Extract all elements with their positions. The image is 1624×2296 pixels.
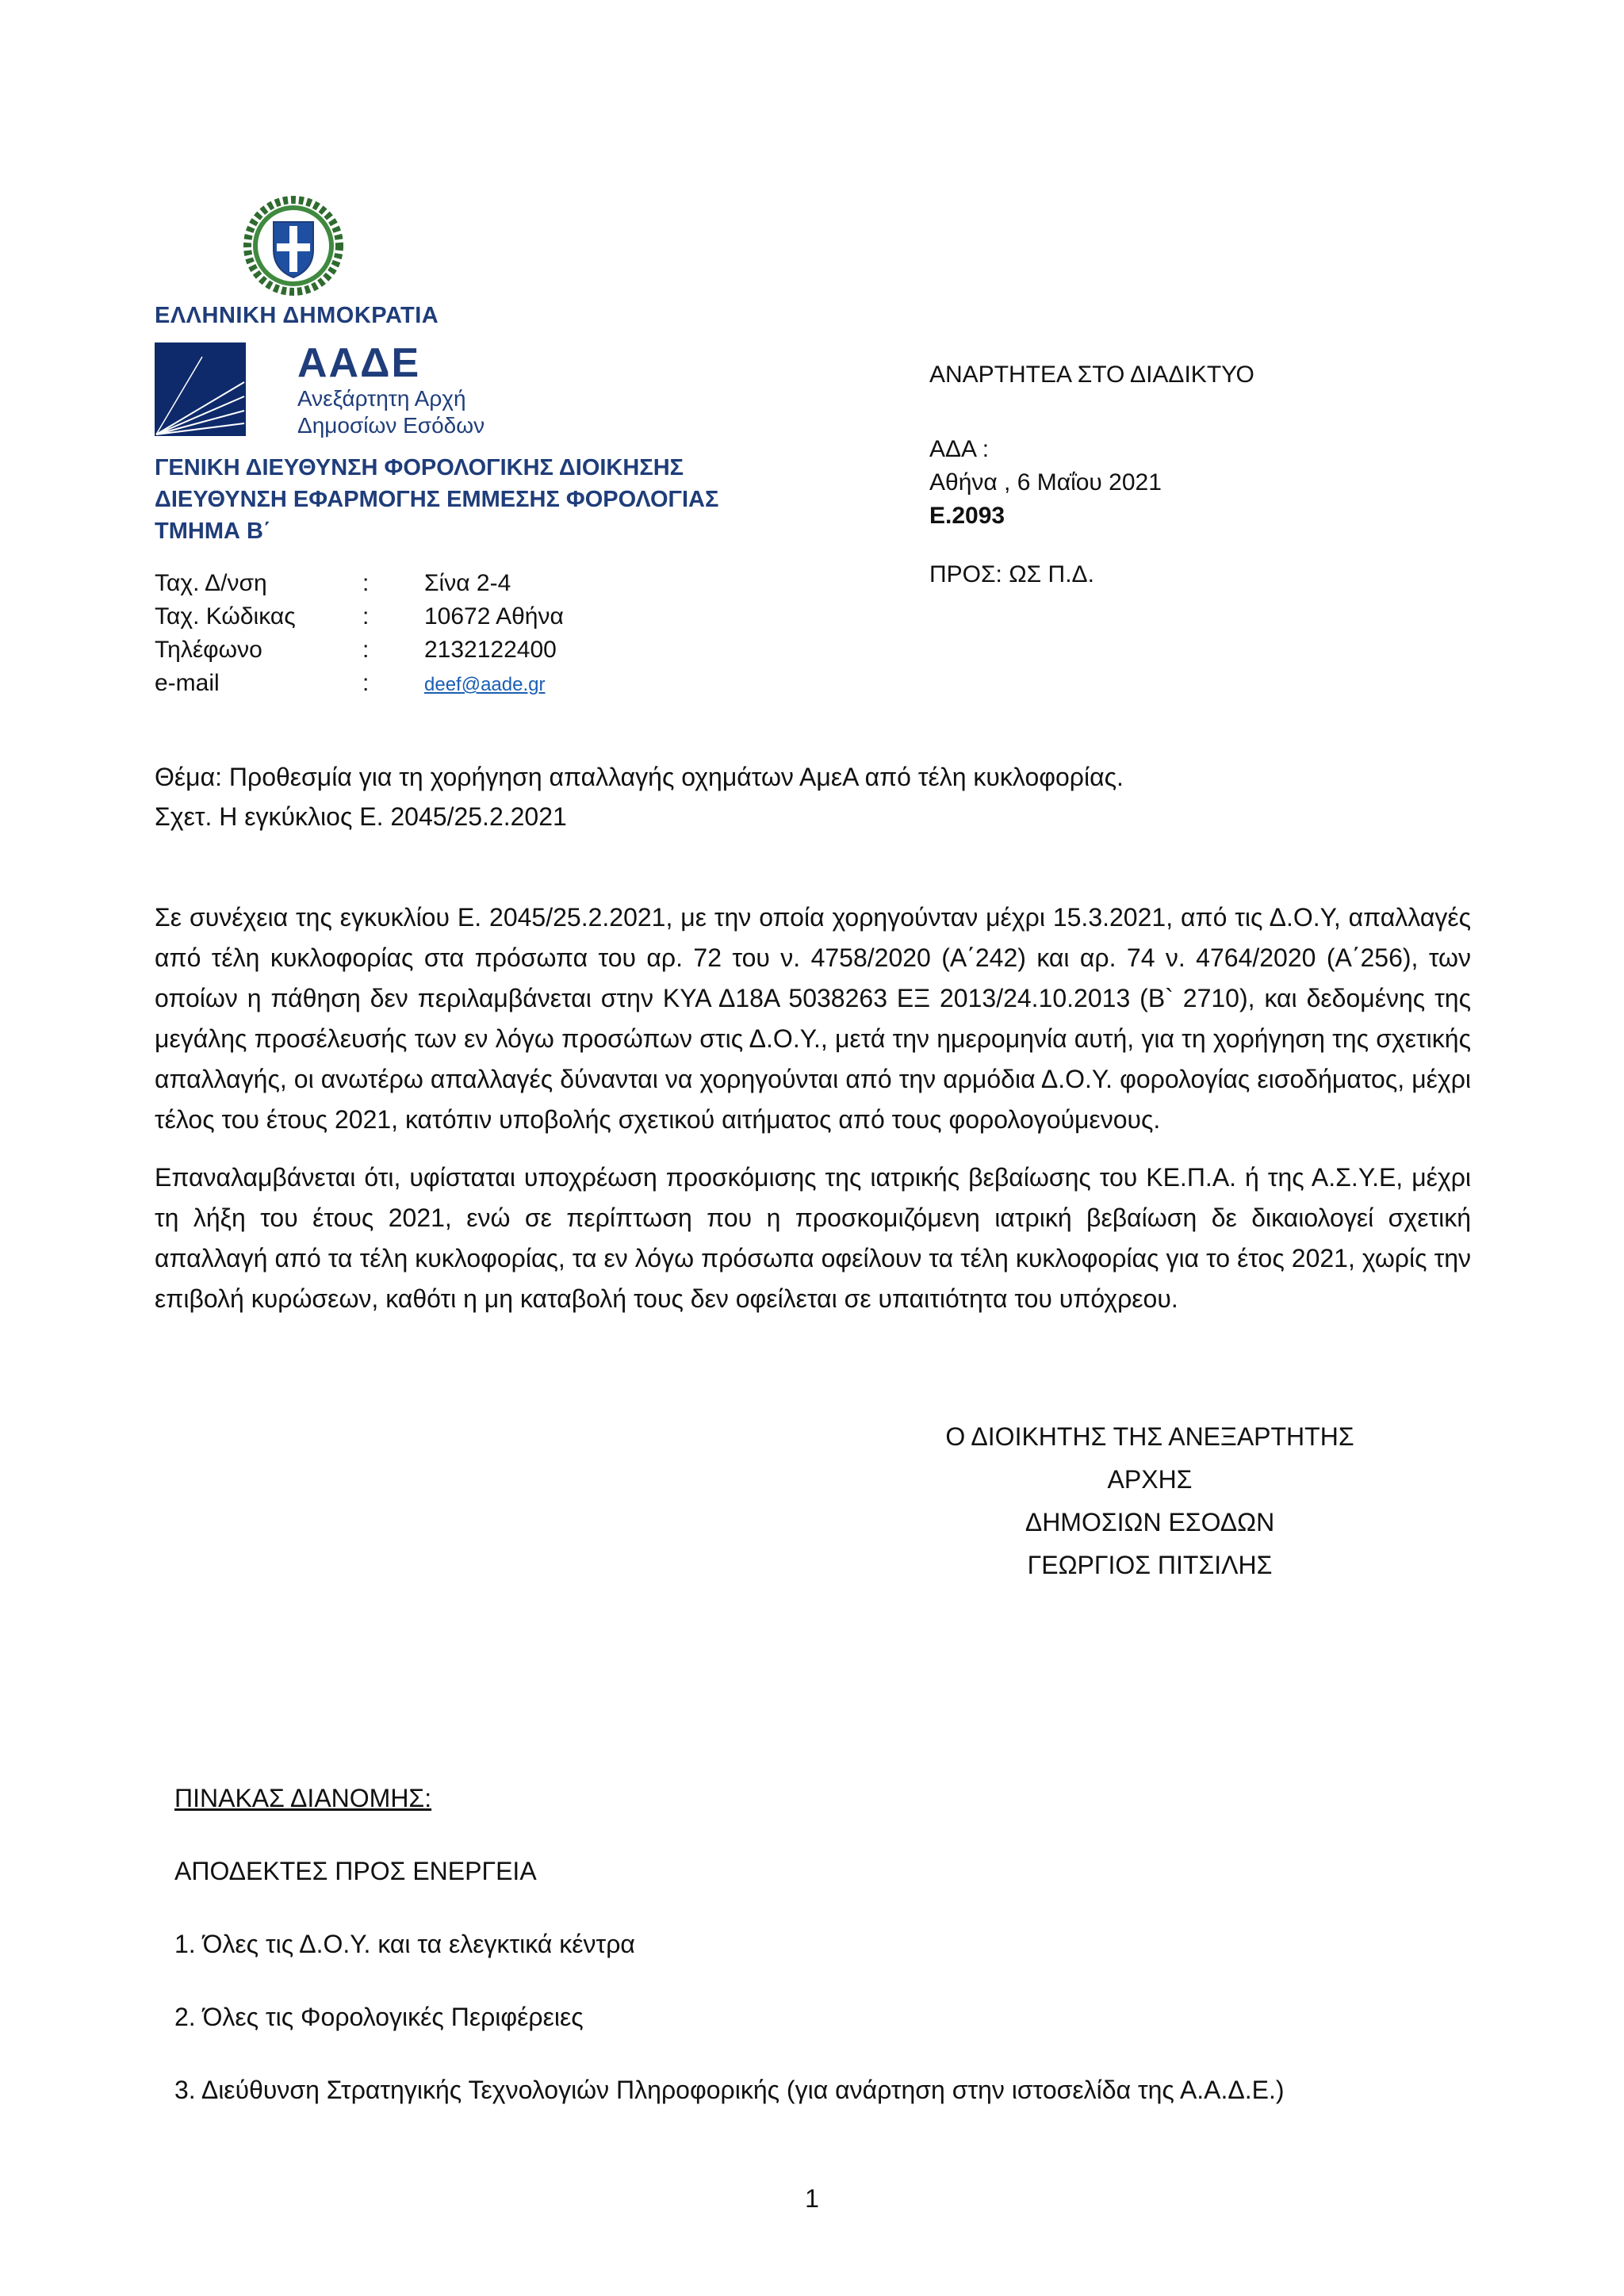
phone-label: Τηλέφωνο: [155, 637, 262, 663]
postcode-value: 10672 Αθήνα: [424, 603, 564, 629]
directorate: ΔΙΕΥΘΥΝΣΗ ΕΦΑΡΜΟΓΗΣ ΕΜΜΕΣΗΣ ΦΟΡΟΛΟΓΙΑΣ: [155, 487, 719, 512]
subject-block: [155, 757, 1471, 836]
subject-theme: Θέμα: Προθεσμία για τη χορήγηση απαλλαγής οχημάτων ΑμεΑ από τέλη κυκλοφορίας.: [155, 763, 1124, 791]
signature-title: Ο ΔΙΟΙΚΗΤΗΣ ΤΗΣ ΑΝΕΞΑΡΤΗΤΗΣ ΑΡΧΗΣ: [945, 1422, 1354, 1494]
body-text: [155, 897, 1471, 1337]
body-paragraph: Επαναλαμβάνεται ότι, υφίσταται υποχρέωση προσκόμισης της ιατρικής βεβαίωσης του ΚΕ.Π.Α. ή της Α.Σ.Υ.Ε, μέχρι τη λήξη του έτους 2021, ενώ σε περίπτωση που η προσκομιζόμενη ιατρική βεβαίωση δε δικαιολογεί σχετική απαλλαγή από τα τέλη κυκλοφορίας, τα εν λόγω πρόσωπα οφείλουν τα τέλη κυκλοφορίας για το έτος 2021, χωρίς την επιβολή κυρώσεων, καθότι η μη καταβολή τους δεν οφείλεται σε υπαιτιότητα του υπόχρεου.: [155, 1163, 1471, 1313]
ada-label: ΑΔΑ :: [929, 436, 990, 462]
email-row: [155, 667, 564, 700]
distribution-item: 3. Διεύθυνση Στρατηγικής Τεχνολογιών Πληροφορικής (για ανάρτηση στην ιστοσελίδα της Α.Α.Δ.Ε.): [174, 2076, 1285, 2104]
address-value: Σίνα 2-4: [424, 570, 511, 596]
logo-acronym: ΑΑΔΕ: [297, 340, 421, 386]
document-date: Αθήνα , 6 Μαΐου 2021: [929, 469, 1162, 496]
email-separator: :: [362, 670, 370, 696]
republic-title: ΕΛΛΗΝΙΚΗ ΔΗΜΟΚΡΑΤΙΑ: [155, 303, 439, 328]
logo-line2: Δημοσίων Εσόδων: [297, 413, 485, 438]
address-separator: :: [362, 570, 370, 596]
phone-separator: :: [362, 637, 370, 663]
subject-related: Σχετ. Η εγκύκλιος Ε. 2045/25.2.2021: [155, 802, 567, 831]
recipient: ΠΡΟΣ: ΩΣ Π.Δ.: [929, 561, 1094, 587]
aade-logo: [155, 341, 504, 452]
body-paragraph: Σε συνέχεια της εγκυκλίου Ε. 2045/25.2.2021, με την οποία χορηγούνταν μέχρι 15.3.2021, από τις Δ.Ο.Υ, απαλλαγές από τέλη κυκλοφορίας στα πρόσωπα του αρ. 72 του ν. 4758/2020 (Α΄242) και αρ. 74 ν. 4764/2020 (Α΄256), των οποίων η πάθηση δεν περιλαμβάνεται στην ΚΥΑ Δ18Α 5038263 ΕΞ 2013/24.10.2013 (Β` 2710), και δεδομένης της μεγάλης προσέλευσής των εν λόγω προσώπων στις Δ.Ο.Υ., μετά την ημερομηνία αυτή, για τη χορήγηση της σχετικής απαλλαγής, οι ανωτέρω απαλλαγές δύνανται να χορηγούνται από την αρμόδια Δ.Ο.Υ. φορολογίας εισοδήματος, μέχρι τέλος του έτους 2021, κατόπιν υποβολής σχετικού αιτήματος από τους φορολογούμενους.: [155, 903, 1471, 1134]
postcode-label: Ταχ. Κώδικας: [155, 603, 296, 629]
phone-row: [155, 633, 564, 667]
postcode-row: [155, 600, 564, 633]
section: ΤΜΗΜΑ Β΄: [155, 519, 271, 544]
distribution-list: [174, 1780, 1285, 2108]
distribution-item: 1. Όλες τις Δ.Ο.Υ. και τα ελεγκτικά κέντρα: [174, 1930, 635, 1958]
signature-authority: ΔΗΜΟΣΙΩΝ ΕΣΟΔΩΝ: [1025, 1508, 1275, 1536]
page-number: 1: [805, 2184, 819, 2213]
address-row: [155, 567, 564, 600]
postcode-separator: :: [362, 603, 370, 629]
protocol-number: Ε.2093: [929, 503, 1005, 529]
address-block: [155, 567, 564, 700]
signature-block: [912, 1415, 1388, 1586]
phone-value: 2132122400: [424, 637, 557, 663]
department-block: [155, 452, 718, 547]
general-directorate: ΓΕΝΙΚΗ ΔΙΕΥΘΥΝΣΗ ΦΟΡΟΛΟΓΙΚΗΣ ΔΙΟΙΚΗΣΗΣ: [155, 455, 684, 480]
address-label: Ταχ. Δ/νση: [155, 570, 267, 596]
meta-block: [929, 358, 1254, 591]
signature-name: ΓΕΩΡΓΙΟΣ ΠΙΤΣΙΛΗΣ: [1027, 1551, 1273, 1579]
distribution-item: 2. Όλες τις Φορολογικές Περιφέρειες: [174, 2003, 584, 2031]
greek-coat-of-arms-icon: [242, 194, 345, 297]
email-label: e-mail: [155, 670, 220, 696]
distribution-title: ΠΙΝΑΚΑΣ ΔΙΑΝΟΜΗΣ:: [174, 1784, 432, 1812]
email-link[interactable]: deef@aade.gr: [424, 674, 546, 695]
distribution-subtitle: ΑΠΟΔΕΚΤΕΣ ΠΡΟΣ ΕΝΕΡΓΕΙΑ: [174, 1857, 537, 1885]
publish-note: ΑΝΑΡΤΗΤΕΑ ΣΤΟ ΔΙΑΔΙΚΤΥΟ: [929, 362, 1254, 388]
logo-line1: Ανεξάρτητη Αρχή: [297, 386, 466, 411]
